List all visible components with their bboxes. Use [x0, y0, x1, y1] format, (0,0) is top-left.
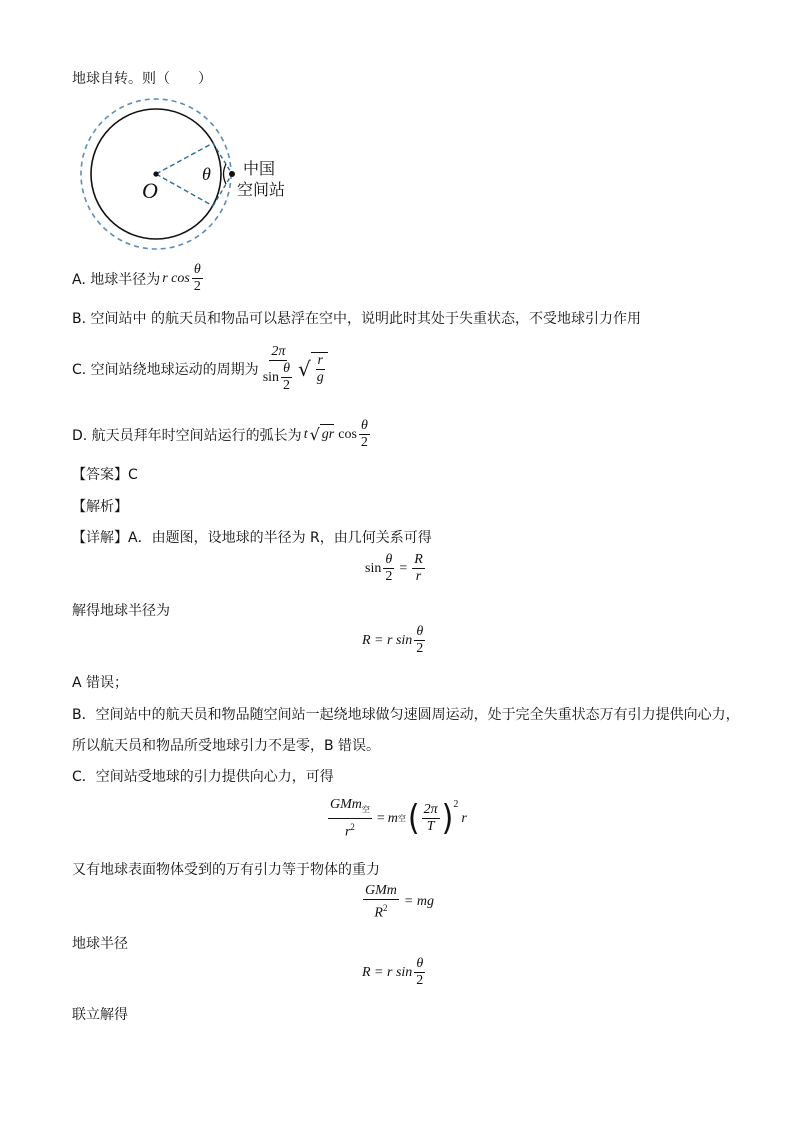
question-intro: 地球自转。则（ ）	[72, 71, 212, 87]
period-fraction: 2π sin $\frac{\theta}{2}$	[262, 344, 291, 393]
detail-a-intro: 【详解】A．由题图，设地球的半径为 R，由几何关系可得	[72, 530, 432, 546]
center-dot	[153, 171, 158, 176]
answer-line: 【答案】C	[72, 467, 138, 483]
theta-over-2: $\frac{\theta}{2}$	[193, 262, 201, 294]
option-a: A. 地球半径为 r cos $\frac{\theta}{2}$	[72, 262, 201, 294]
sqrt-r-over-g: √ $\frac{r}{g}$	[298, 352, 328, 386]
center-label: O	[142, 178, 158, 203]
equation-surface-gravity: $\frac{\text{GMm}}{R^2}$ = mg	[365, 883, 434, 921]
option-c: C. 空间站绕地球运动的周期为 2π sin $\frac{\theta}{2}$ √ $\frac{r}{g}$	[72, 344, 328, 394]
gravity-surface-text: 又有地球表面物体受到的万有引力等于物体的重力	[72, 862, 380, 878]
detail-b-line2: 所以航天员和物品所受地球引力不是零，B 错误。	[72, 738, 381, 754]
solve-radius-text: 解得地球半径为	[72, 603, 170, 619]
detail-b-line1: B．空间站中的航天员和物品随空间站一起绕地球做匀速圆周运动，处于完全失重状态万有引力提供向心力，	[72, 707, 740, 723]
detail-c-intro: C．空间站受地球的引力提供向心力，可得	[72, 769, 334, 785]
station-label-line2: 空间站	[237, 180, 286, 199]
angle-arc	[224, 164, 227, 184]
equation-sin-ratio: sin $\frac{\theta}{2}$ = $\frac{R}{r}$	[365, 552, 423, 584]
option-b: B. 空间站中 的航天员和物品可以悬浮在空中，说明此时其处于失重状态，不受地球引力作用	[72, 311, 641, 327]
orbit-diagram	[72, 94, 312, 254]
equation-radius: R = r sin $\frac{\theta}{2}$	[362, 624, 424, 656]
equation-centripetal: $\frac{GMm_空}{r^2}$ = m 空 ( $\frac{2\pi}{T}$ ) 2 r	[330, 797, 467, 840]
a-wrong-text: A 错误；	[72, 675, 129, 691]
combine-text: 联立解得	[72, 1007, 128, 1023]
earth-radius-text: 地球半径	[72, 936, 128, 952]
angle-label: θ	[202, 164, 211, 184]
station-label-line1: 中国	[243, 159, 276, 178]
equation-radius-2: R = r sin $\frac{\theta}{2}$	[362, 956, 424, 988]
analysis-label: 【解析】	[72, 499, 128, 515]
option-d: D. 航天员拜年时空间站运行的弧长为 t √ gr cos $\frac{\theta}{2}$	[72, 418, 368, 450]
station-dot	[229, 171, 235, 177]
